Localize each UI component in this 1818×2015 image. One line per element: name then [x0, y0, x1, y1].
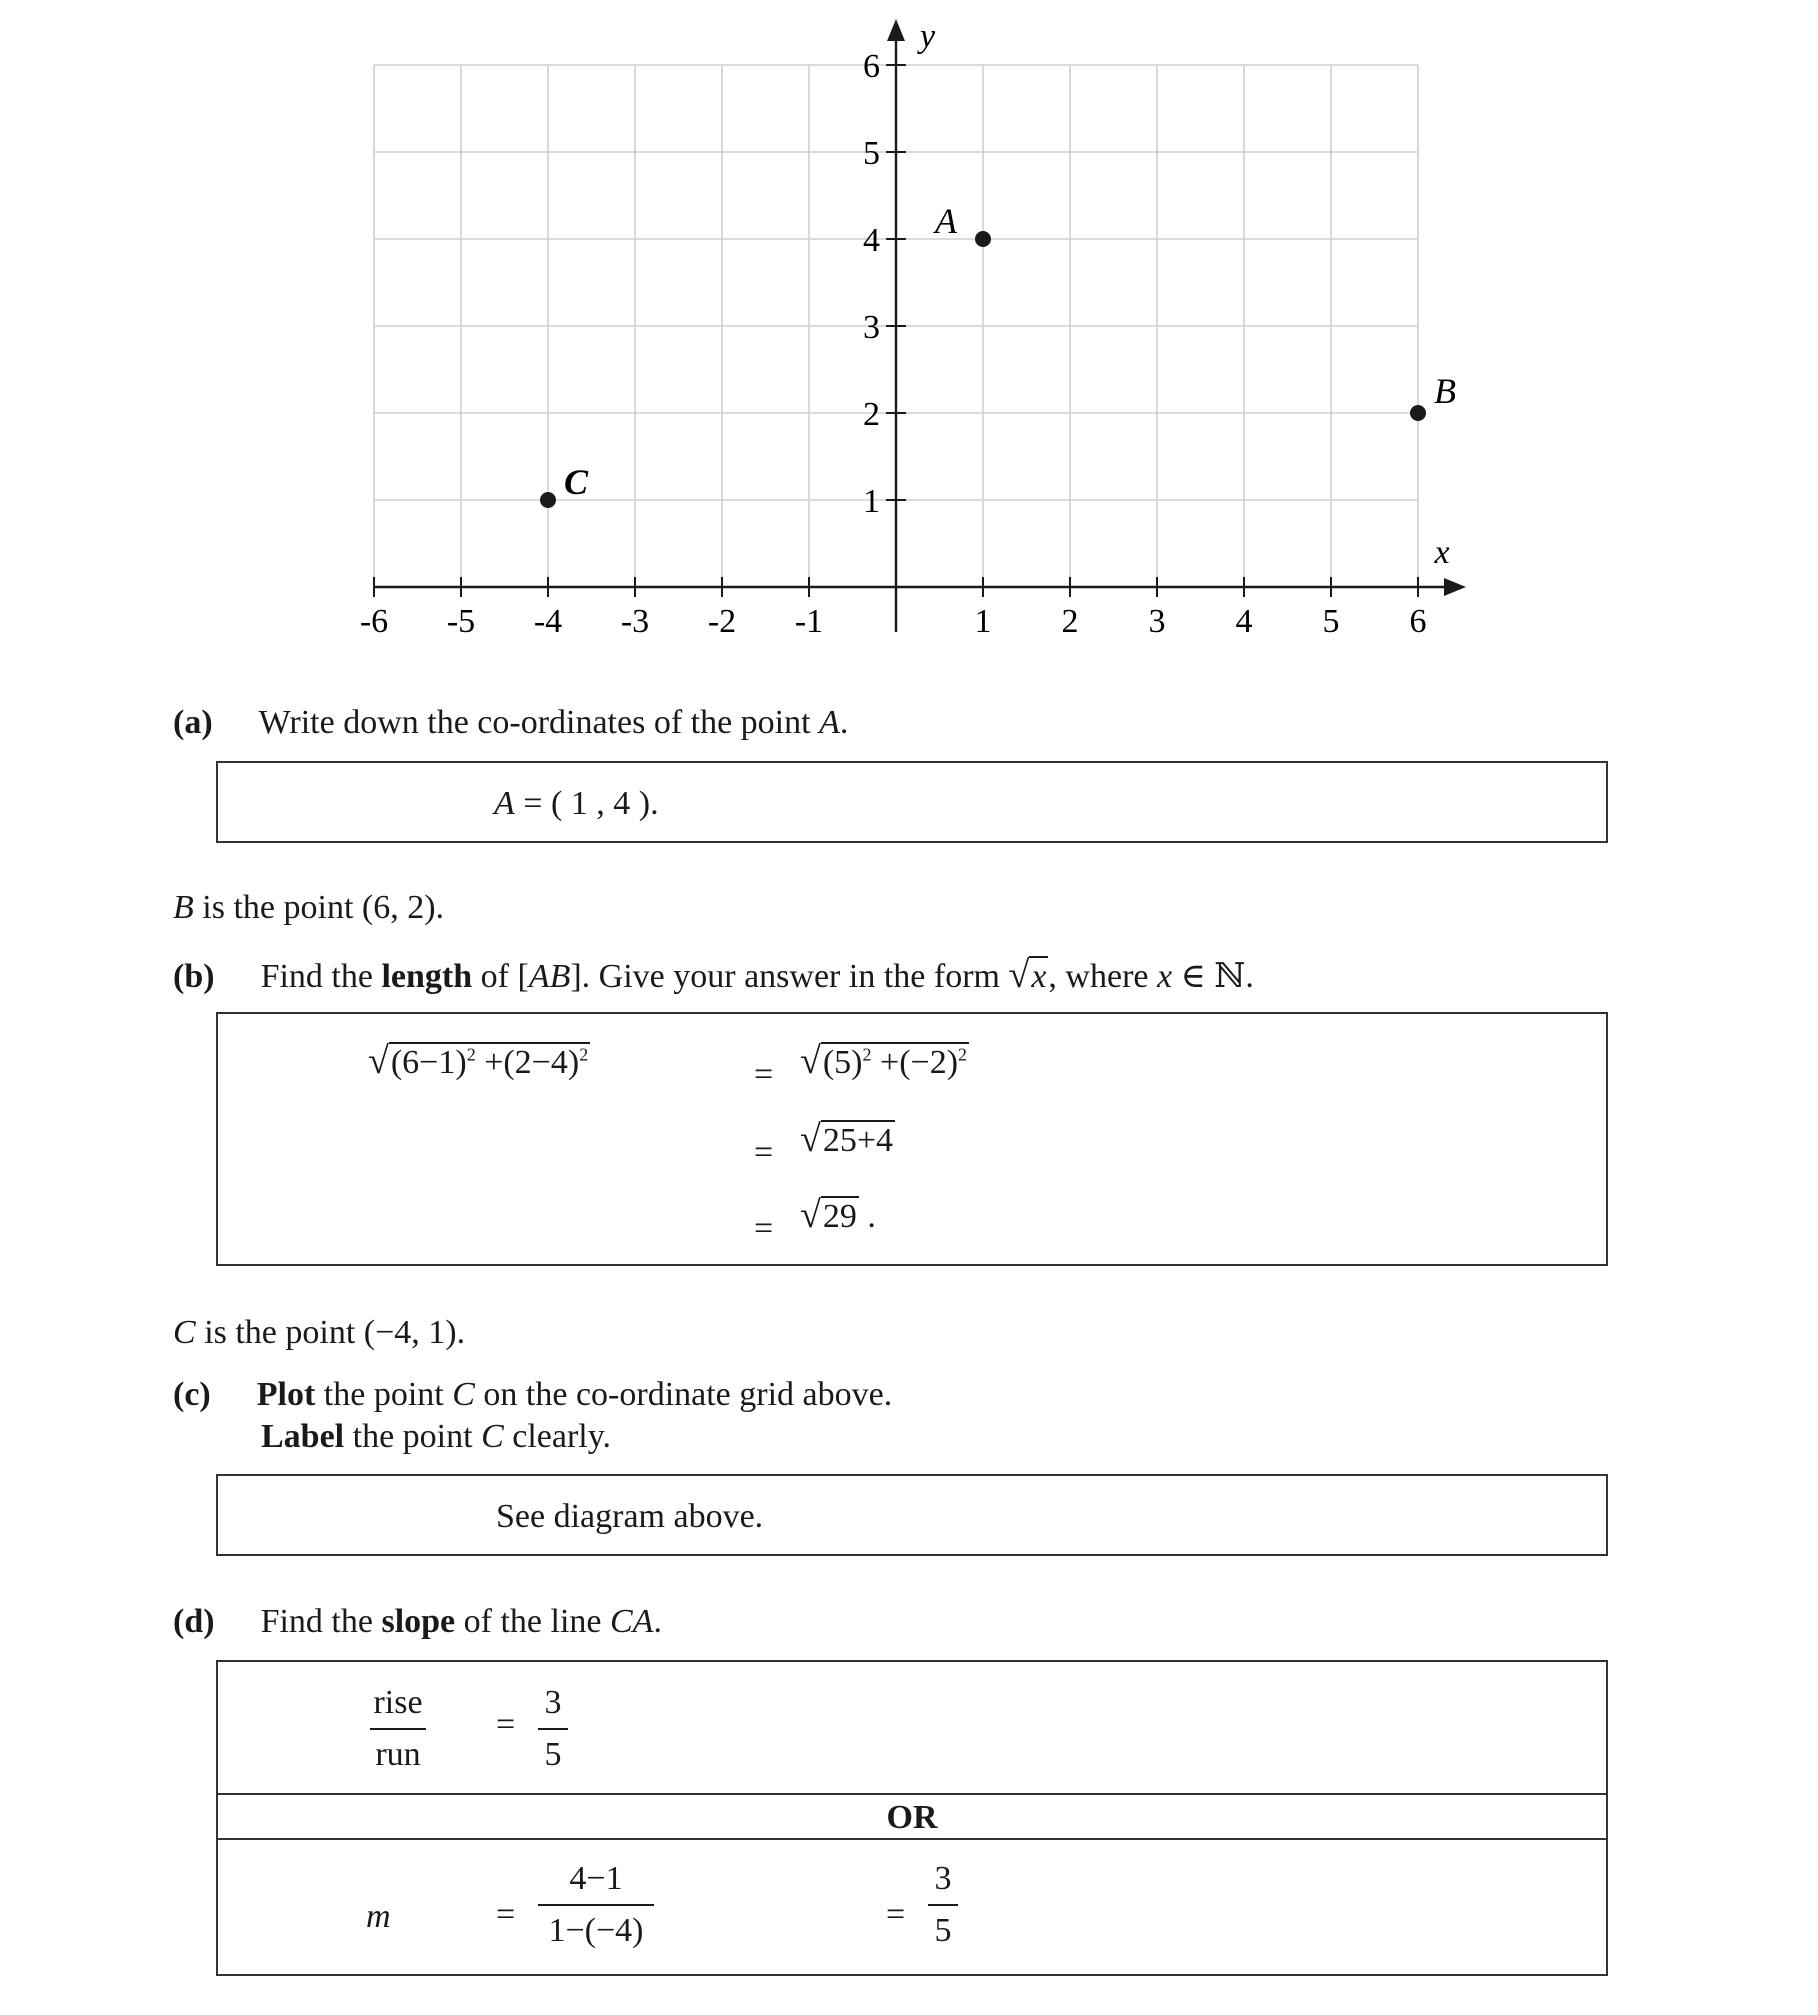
point-C: [540, 492, 556, 508]
sq-4: 2: [958, 1044, 968, 1065]
fraction-3-5: [538, 1686, 568, 1772]
x-tick-label: 1: [974, 603, 992, 640]
part-b-line1-rhs: $√(5)^2 +(-2)^2$: [800, 1040, 968, 1082]
rhs-b: +(−2): [871, 1044, 959, 1081]
part-b-intro-text: is the point (6, 2).: [193, 889, 445, 926]
x-tick-label: -5: [446, 603, 476, 640]
part-b-intro-var: B: [173, 889, 194, 926]
point-A: [975, 231, 991, 247]
part-b-q3: ]. Give your answer in the form: [570, 958, 1009, 995]
part-d-bold: slope: [381, 1603, 456, 1640]
y-axis-label: y: [920, 18, 936, 55]
points: [540, 201, 1456, 508]
part-a-text: Write down the co-ordinates of the point: [258, 704, 820, 741]
y-tick-label: 2: [863, 396, 880, 433]
part-c-l1-var: C: [452, 1376, 475, 1413]
y-tick-label: 1: [863, 483, 880, 520]
part-d-question: [173, 1605, 662, 1639]
part-b-line1-lhs: $√(6-1)^2 +(2-4)^2$: [368, 1040, 589, 1082]
part-c-label: (c): [173, 1376, 211, 1413]
x-axis-label: x: [1434, 534, 1450, 571]
y-tick-label: 6: [863, 48, 880, 85]
run: run: [375, 1736, 421, 1773]
y-tick-label: 4: [863, 222, 880, 259]
part-c-answer: See diagram above.: [496, 1498, 764, 1535]
part-c-intro: [173, 1316, 465, 1350]
point-label-B: B: [1434, 371, 1456, 411]
part-b-q1: Find the: [260, 958, 382, 995]
part-c-question-1: [173, 1378, 892, 1412]
lhs-b: +(2−4): [475, 1044, 580, 1081]
x-tick-label: 2: [1061, 603, 1079, 640]
line3-val: 29: [822, 1198, 857, 1235]
point-label-A: A: [935, 201, 957, 241]
x-tick-label: 5: [1322, 603, 1340, 640]
part-a-answer-box: [216, 761, 1608, 843]
line3-end: .: [858, 1198, 876, 1235]
part-d-q2: of the line: [455, 1603, 610, 1640]
x-tick-label: -6: [359, 603, 389, 640]
x-tick-label: 4: [1235, 603, 1253, 640]
part-c-plot: Plot: [256, 1376, 316, 1413]
sq-2: 2: [579, 1044, 589, 1065]
y-tick-label: 5: [863, 135, 880, 172]
fraction-m: [538, 1862, 654, 1948]
y-tick-label: 3: [863, 309, 880, 346]
num: 3: [544, 1684, 562, 1721]
part-c-l1b: on the co-ordinate grid above.: [474, 1376, 893, 1413]
sqrt-x: √x: [1008, 954, 1047, 996]
eq-1: =: [754, 1056, 774, 1093]
part-c-label-word: Label: [261, 1418, 345, 1455]
num2: 4−1: [569, 1860, 623, 1897]
part-d-q1: Find the: [260, 1603, 382, 1640]
part-b-q4: , where: [1048, 958, 1157, 995]
part-c-intro-text: is the point (−4, 1).: [195, 1314, 466, 1351]
part-b-q2: of [: [472, 958, 529, 995]
part-b-label: (b): [173, 958, 215, 995]
part-c-l2b: clearly.: [503, 1418, 612, 1455]
part-c-intro-var: C: [173, 1314, 196, 1351]
part-c-question-2: [261, 1420, 611, 1454]
part-c-l2-var: C: [481, 1418, 504, 1455]
part-a-answer-value: = ( 1 , 4 ).: [514, 785, 659, 822]
part-d-label: (d): [173, 1603, 215, 1640]
eq-2: =: [754, 1134, 774, 1171]
part-b-answer-box: [216, 1012, 1608, 1266]
part-d-var: CA: [610, 1603, 654, 1640]
den: 5: [544, 1736, 562, 1773]
lhs-a: (6−1): [390, 1044, 467, 1081]
part-b-var: AB: [528, 958, 571, 995]
part-a-answer-var: A: [494, 785, 515, 822]
coordinate-graph: [0, 0, 1818, 660]
axes: [374, 18, 1466, 632]
divider-2: [218, 1838, 1606, 1840]
part-c-l1a: the point: [315, 1376, 453, 1413]
part-b-line3: √29 .: [800, 1194, 876, 1236]
num3: 3: [934, 1860, 952, 1897]
part-a-question: [173, 706, 848, 740]
part-a-var: A: [819, 704, 840, 741]
x-tick-label: 6: [1409, 603, 1427, 640]
d-eq-2: =: [496, 1896, 516, 1933]
rhs-a: (5): [822, 1044, 863, 1081]
y-axis-arrow: [887, 19, 905, 41]
part-b-bold: length: [381, 958, 473, 995]
point-label-C: C: [564, 462, 589, 502]
eq-3: =: [754, 1210, 774, 1247]
part-a-label: (a): [173, 704, 213, 741]
sq-1: 2: [466, 1044, 476, 1065]
divider-1: [218, 1793, 1606, 1795]
fraction-3-5-b: [928, 1862, 958, 1948]
part-a-end: .: [839, 704, 849, 741]
x-tick-label: -2: [707, 603, 737, 640]
x-tick-label: -4: [533, 603, 563, 640]
den3: 5: [934, 1912, 952, 1949]
point-B: [1410, 405, 1426, 421]
tick-marks: [360, 48, 1427, 640]
part-c-l2a: the point: [344, 1418, 482, 1455]
part-a-answer: [494, 787, 659, 821]
den2: 1−(−4): [548, 1912, 644, 1949]
part-b-intro: [173, 891, 444, 925]
rise-over-run: [370, 1686, 426, 1772]
d-eq-1: =: [496, 1706, 516, 1743]
line2-val: 25+4: [822, 1122, 894, 1159]
part-b-question: [173, 956, 1254, 994]
part-b-line2: √25+4: [800, 1118, 894, 1160]
part-d-q3: .: [653, 1603, 662, 1640]
part-d-answer-box: [216, 1660, 1608, 1976]
part-b-x: x: [1156, 958, 1173, 995]
or-label: OR: [886, 1799, 938, 1836]
m-var: m: [366, 1898, 391, 1935]
x-tick-label: -3: [620, 603, 650, 640]
x-tick-label: -1: [794, 603, 824, 640]
x-axis-arrow: [1444, 578, 1466, 596]
x-tick-label: 3: [1148, 603, 1166, 640]
rise: rise: [373, 1684, 423, 1721]
part-c-answer-box: [216, 1474, 1608, 1556]
d-eq-3: =: [886, 1896, 906, 1933]
part-b-q5: ∈ ℕ.: [1172, 958, 1254, 995]
sq-3: 2: [862, 1044, 872, 1065]
sqrt-x-var: x: [1031, 958, 1047, 995]
